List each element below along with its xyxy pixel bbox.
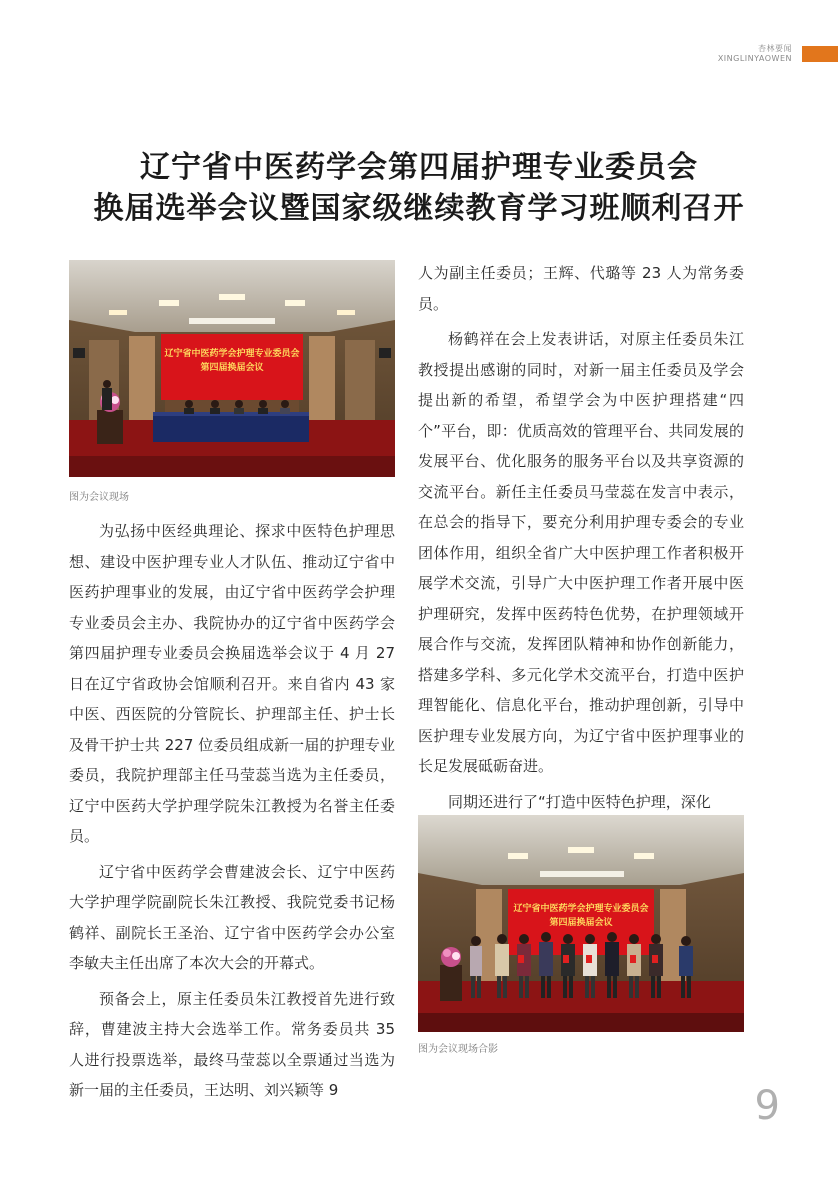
- section-name-cn: 杏林要闻: [758, 44, 792, 53]
- meeting-photo: [69, 260, 395, 477]
- page-number: 9: [754, 1083, 780, 1129]
- paragraph-attendees: 辽宁省中医药学会曹建波会长、辽宁中医药大学护理学院副院长朱江教授、我院党委书记杨鹤祥、副院长王圣治、辽宁省中医药学会办公室李敏夫主任出席了本次大会的开幕式。: [69, 862, 395, 972]
- banner-text-line2: 第四届换届会议: [200, 363, 264, 373]
- paragraph-election: 预备会上，原主任委员朱江教授首先进行致辞，曹建波主持大会选举工作。常务委员共 35 人进行投票选举，最终马莹蕊以全票通过当选为新一届的主任委员，王达明、刘兴颖等 9: [69, 989, 395, 1099]
- group-photo: [418, 815, 744, 1032]
- body-column-left: [69, 516, 395, 1111]
- banner-text-line1: 辽宁省中医药学会护理专业委员会: [164, 349, 300, 359]
- photo-caption-meeting: 图为会议现场: [69, 492, 129, 503]
- paragraph-speech: 杨鹤祥在会上发表讲话，对原主任委员朱江教授提出感谢的同时，对新一届主任委员及学会提出新的希望，希望学会为中医护理搭建“四个”平台，即：优质高效的管理平台、共同发展的发展平台、优化服务的服务平台以及共享资源的交流平台。新任主任委员马莹蕊在发言中表示，在总会的指导下，要充分利用护理专委会的专业团体作用，组织全省广大中医护理工作者积极开展学术交流，引导广大中医护理工作者开展中医护理研究，发挥中医药特色优势，在护理领域开展合作与交流，发挥团队精神和协作创新能力，搭建多学科、多元化学术交流平台，打造中医护理智能化、信息化平台，推动护理创新，引导中医护理专业发展方向，为辽宁省中医护理事业的长足发展砥砺奋进。: [418, 330, 744, 775]
- section-header: [718, 44, 792, 64]
- paragraph-training: 同期还进行了“打造中医特色护理，深化: [448, 792, 711, 811]
- section-name-en: XINGLINYAOWEN: [717, 54, 792, 63]
- photo-caption-group: 图为会议现场合影: [418, 1044, 498, 1055]
- meeting-photo-illustration: [69, 260, 395, 477]
- group-photo-illustration: [418, 815, 744, 1032]
- banner-text-line2-group: 第四届换届会议: [549, 918, 613, 928]
- section-accent-bar: [802, 46, 838, 62]
- banner-text-line1-group: 辽宁省中医药学会护理专业委员会: [513, 904, 649, 914]
- article-title-line2: 换届选举会议暨国家级继续教育学习班顺利召开: [93, 191, 745, 226]
- article-title-line1: 辽宁省中医药学会第四届护理专业委员会: [140, 150, 698, 185]
- paragraph-intro: 为弘扬中医经典理论、探求中医特色护理思想、建设中医护理专业人才队伍、推动辽宁省中医药护理事业的发展，由辽宁省中医药学会护理专业委员会主办、我院协办的辽宁省中医药学会第四届护理专业委员会换届选举会议于 4 月 27 日在辽宁省政协会馆顺利召开。来自省内 43 家中医、西医院的分管院长、护理部主任、护士长及骨干护士共 227 位委员组成新一届的护理专业委员，我院护理部主任马莹蕊当选为主任委员，辽宁中医药大学护理学院朱江教授为名誉主任委员。: [69, 522, 395, 845]
- paragraph-election-continued: 人为副主任委员；王辉、代璐等 23 人为常务委员。: [418, 264, 744, 313]
- body-column-right: [418, 258, 744, 822]
